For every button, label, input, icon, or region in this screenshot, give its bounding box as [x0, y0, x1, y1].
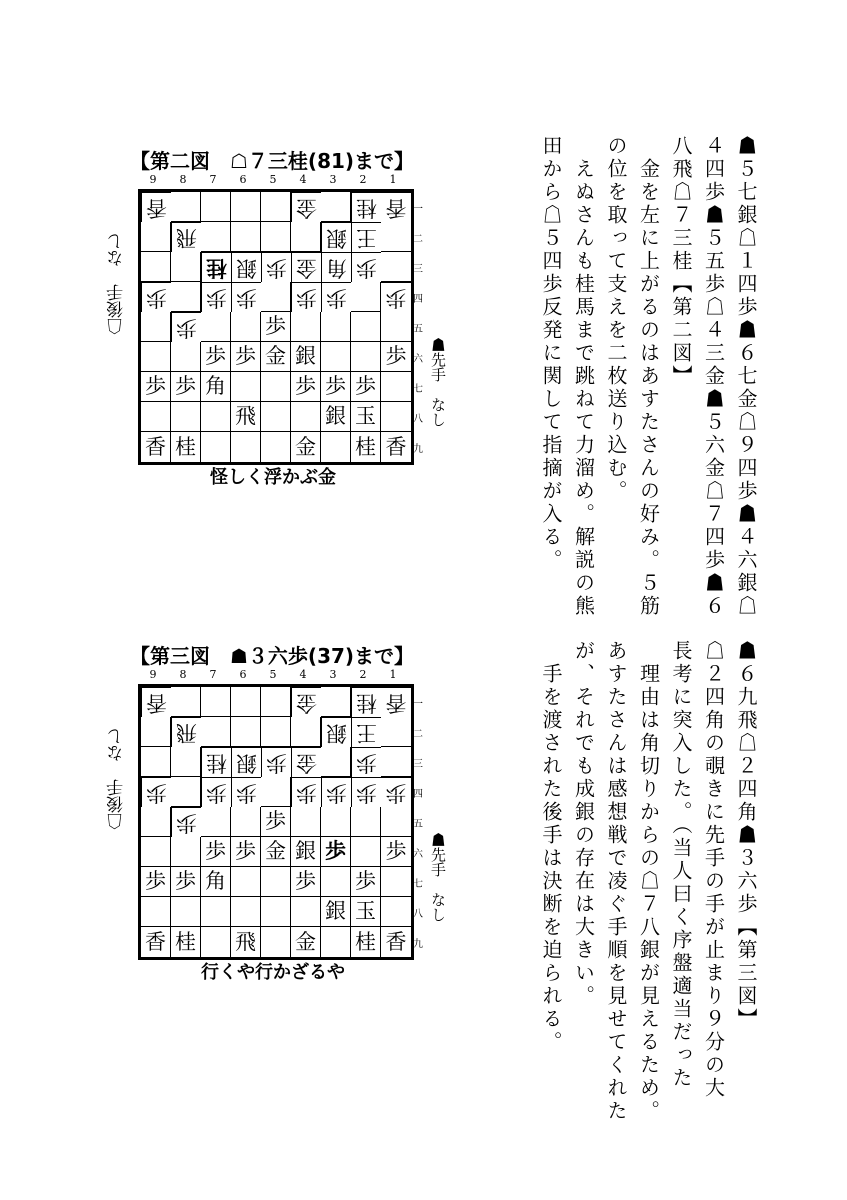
- board-square: [351, 312, 381, 342]
- board-square: [171, 192, 201, 222]
- shogi-piece: 歩: [266, 751, 287, 775]
- board-square: [261, 432, 291, 462]
- board-square: [171, 687, 201, 717]
- board-square: [171, 867, 201, 897]
- board-square: [321, 192, 351, 222]
- shogi-piece: 歩: [205, 344, 226, 368]
- rank-label: 八: [413, 413, 423, 425]
- rank-label: 六: [413, 848, 423, 860]
- upper-text: ☗５七銀☖１四歩☗６七金☖９四歩☗４六銀☖ ４四歩☗５五歩☖４三金☗５六金☖７四歩☗６ 八飛☖７三桂【第二図】 金を左に上がるのはあすたさんの好み。５筋 の位を取って支えを二枚送り込む。 えぬさんも桂馬まで跳ねて力溜め。解説の熊 田から☖５四歩反発に関して指摘が入る。: [539, 135, 758, 618]
- board-square: [381, 717, 411, 747]
- file-label: 8: [179, 668, 187, 681]
- board-square: [381, 777, 411, 807]
- board-square: [201, 372, 231, 402]
- board-square: [291, 687, 321, 717]
- shogi-piece: 歩: [235, 839, 256, 863]
- board-square: [171, 372, 201, 402]
- shogi-piece: 銀: [325, 899, 346, 923]
- board-square: [171, 897, 201, 927]
- board-square: [381, 807, 411, 837]
- shogi-piece: 歩: [326, 781, 347, 805]
- shogi-piece: 歩: [385, 839, 407, 863]
- board-square: [351, 777, 381, 807]
- shogi-piece: 王: [356, 226, 377, 250]
- diagram-caption: 行くや行かざるや: [201, 962, 345, 983]
- board-square: [321, 372, 351, 402]
- board-square: [291, 342, 321, 372]
- shogi-piece: 歩: [295, 869, 316, 893]
- board-square: [141, 837, 171, 867]
- diagram-title: 【第三図 ☗３六歩(37)まで】: [130, 644, 415, 668]
- file-label: 2: [359, 668, 367, 681]
- shogi-piece: 香: [385, 434, 407, 459]
- board-square: [381, 342, 411, 372]
- file-label: 8: [179, 173, 187, 186]
- board-square: [351, 402, 381, 432]
- shogi-piece: 歩: [265, 809, 286, 833]
- shogi-piece: 角: [205, 869, 226, 893]
- board-square: [201, 777, 231, 807]
- board-square: [291, 717, 321, 747]
- file-label: 7: [209, 668, 217, 681]
- board-square: [381, 312, 411, 342]
- shogi-piece: 歩: [175, 869, 196, 893]
- diagram-caption: 怪しく浮かぶ金: [210, 467, 336, 488]
- board-square: [261, 402, 291, 432]
- board-square: [201, 867, 231, 897]
- shogi-piece: 歩: [176, 316, 197, 340]
- rank-label: 三: [413, 263, 423, 275]
- shogi-piece: 歩: [206, 781, 227, 805]
- file-label: 5: [269, 173, 277, 186]
- board-square: [141, 252, 171, 282]
- board-square: [381, 837, 411, 867]
- board-square: [171, 777, 201, 807]
- shogi-piece: 桂: [356, 196, 377, 220]
- lower-text: ☗６九飛☖２四角☗３六歩【第三図】 ☖２四角の覗きに先手の手が止まり９分の大 長考に突入した。（当人曰く序盤適当だった 理由は角切りからの☖７八銀が見えるため。 あすたさんは感想戦で凌ぐ手順を見せてくれた が、それでも成銀の存在は大きい。 手を渡された後手は決断を迫られる。: [539, 640, 758, 1123]
- board-square: [201, 837, 231, 867]
- file-label: 3: [329, 173, 337, 186]
- board-square: [231, 432, 261, 462]
- board-square: [291, 747, 321, 777]
- board-square: [231, 282, 261, 312]
- shogi-piece: 桂: [356, 691, 377, 715]
- rank-label: 四: [413, 788, 423, 800]
- file-label: 4: [299, 668, 307, 681]
- rank-label: 四: [413, 293, 423, 305]
- board-square: [291, 867, 321, 897]
- shogi-piece: 金: [295, 929, 316, 954]
- board-square: [171, 402, 201, 432]
- board-square: [321, 282, 351, 312]
- board-square: [171, 432, 201, 462]
- board-square: [261, 282, 291, 312]
- board-square: [381, 927, 411, 957]
- board-square: [291, 372, 321, 402]
- shogi-piece: 飛: [176, 721, 197, 745]
- shogi-piece: 銀: [236, 256, 257, 280]
- shogi-piece: 歩: [325, 374, 346, 398]
- board-square: [261, 372, 291, 402]
- file-labels: [138, 668, 408, 682]
- file-label: 9: [149, 668, 157, 681]
- board-square: [201, 342, 231, 372]
- shogi-piece: 歩: [146, 286, 167, 310]
- shogi-piece: 歩: [326, 286, 347, 310]
- board-square: [351, 747, 381, 777]
- shogi-piece: 銀: [295, 344, 316, 368]
- shogi-piece: 角: [205, 374, 226, 398]
- board-square: [381, 687, 411, 717]
- gote-hand: ☖後手 なし: [107, 728, 127, 830]
- board-square: [231, 837, 261, 867]
- shogi-board: [138, 189, 414, 465]
- board-square: [351, 282, 381, 312]
- board-square: [141, 222, 171, 252]
- board-square: [321, 837, 351, 867]
- shogi-piece: 歩: [205, 839, 226, 863]
- file-label: 3: [329, 668, 337, 681]
- rank-label: 六: [413, 353, 423, 365]
- board-square: [291, 807, 321, 837]
- rank-label: 一: [413, 203, 423, 215]
- board-square: [261, 867, 291, 897]
- board-square: [381, 432, 411, 462]
- rank-label: 九: [413, 938, 423, 950]
- board-square: [381, 252, 411, 282]
- shogi-piece: 歩: [266, 256, 287, 280]
- board-square: [321, 252, 351, 282]
- board-square: [381, 222, 411, 252]
- sente-hand: ☗先手 なし: [429, 337, 447, 427]
- board-square: [321, 312, 351, 342]
- board-square: [291, 192, 321, 222]
- board-square: [351, 342, 381, 372]
- board-square: [291, 252, 321, 282]
- board-square: [291, 837, 321, 867]
- shogi-piece: 金: [296, 751, 317, 775]
- shogi-piece: 金: [265, 839, 286, 863]
- shogi-piece: 歩: [385, 344, 407, 368]
- board-square: [171, 927, 201, 957]
- shogi-piece: 歩: [356, 781, 377, 805]
- board-square: [231, 312, 261, 342]
- shogi-piece: 歩: [175, 374, 196, 398]
- board-square: [201, 432, 231, 462]
- shogi-piece: 桂: [355, 929, 376, 954]
- rank-label: 八: [413, 908, 423, 920]
- shogi-piece: 歩: [325, 839, 346, 863]
- board-square: [231, 897, 261, 927]
- board-square: [351, 222, 381, 252]
- board-square: [231, 717, 261, 747]
- board-square: [351, 927, 381, 957]
- shogi-piece: 銀: [236, 751, 257, 775]
- board-square: [231, 867, 261, 897]
- board-square: [171, 222, 201, 252]
- shogi-piece: 金: [296, 691, 317, 715]
- board-square: [261, 777, 291, 807]
- rank-label: 五: [413, 818, 423, 830]
- board-square: [321, 687, 351, 717]
- board-square: [201, 807, 231, 837]
- board-square: [351, 867, 381, 897]
- file-label: 1: [389, 668, 397, 681]
- shogi-piece: 歩: [145, 869, 166, 893]
- shogi-piece: 飛: [235, 929, 256, 954]
- board-square: [141, 282, 171, 312]
- board-square: [321, 777, 351, 807]
- board-square: [321, 927, 351, 957]
- shogi-piece: 歩: [296, 286, 317, 310]
- board-square: [381, 372, 411, 402]
- board-square: [351, 687, 381, 717]
- file-label: 2: [359, 173, 367, 186]
- board-square: [141, 927, 171, 957]
- board-square: [141, 192, 171, 222]
- board-square: [261, 192, 291, 222]
- shogi-piece: 玉: [355, 404, 376, 428]
- shogi-piece: 玉: [355, 899, 376, 923]
- shogi-piece: 歩: [236, 781, 257, 805]
- rank-labels: [411, 687, 425, 957]
- board-square: [321, 867, 351, 897]
- shogi-piece: 金: [265, 344, 286, 368]
- board-square: [351, 372, 381, 402]
- shogi-piece: 歩: [356, 256, 377, 280]
- file-label: 6: [239, 668, 247, 681]
- board-square: [381, 747, 411, 777]
- shogi-piece: 金: [295, 434, 316, 459]
- board-square: [261, 717, 291, 747]
- board-square: [351, 717, 381, 747]
- board-square: [231, 372, 261, 402]
- rank-label: 九: [413, 443, 423, 455]
- board-square: [201, 927, 231, 957]
- board-square: [201, 192, 231, 222]
- board-square: [321, 717, 351, 747]
- rank-label: 七: [413, 878, 423, 890]
- board-square: [291, 222, 321, 252]
- shogi-piece: 桂: [206, 751, 227, 775]
- board-square: [171, 342, 201, 372]
- board-square: [231, 222, 261, 252]
- board-square: [381, 897, 411, 927]
- shogi-piece: 香: [146, 691, 167, 715]
- rank-labels: [411, 192, 425, 462]
- shogi-piece: 歩: [385, 781, 407, 805]
- board-square: [141, 897, 171, 927]
- file-label: 5: [269, 668, 277, 681]
- board-square: [231, 807, 261, 837]
- shogi-piece: 香: [145, 929, 166, 954]
- board-square: [321, 432, 351, 462]
- board-square: [201, 897, 231, 927]
- board-square: [141, 687, 171, 717]
- board-square: [201, 687, 231, 717]
- board-square: [141, 312, 171, 342]
- shogi-piece: 銀: [325, 404, 346, 428]
- board-square: [381, 867, 411, 897]
- board-square: [171, 747, 201, 777]
- board-square: [261, 687, 291, 717]
- board-square: [321, 807, 351, 837]
- file-labels: [138, 173, 408, 187]
- board-square: [351, 252, 381, 282]
- board-square: [261, 807, 291, 837]
- board-square: [141, 342, 171, 372]
- sente-hand: ☗先手 なし: [429, 832, 447, 922]
- file-label: 6: [239, 173, 247, 186]
- board-square: [231, 687, 261, 717]
- board-square: [231, 927, 261, 957]
- board-square: [141, 777, 171, 807]
- shogi-piece: 角: [326, 256, 347, 280]
- shogi-piece: 香: [385, 691, 407, 715]
- shogi-piece: 香: [145, 434, 166, 459]
- board-square: [201, 252, 231, 282]
- shogi-piece: 王: [356, 721, 377, 745]
- board-square: [141, 372, 171, 402]
- board-square: [171, 252, 201, 282]
- board-square: [291, 282, 321, 312]
- file-label: 7: [209, 173, 217, 186]
- board-square: [291, 432, 321, 462]
- board-square: [321, 402, 351, 432]
- board-square: [201, 282, 231, 312]
- board-square: [381, 402, 411, 432]
- board-square: [291, 312, 321, 342]
- board-square: [231, 252, 261, 282]
- shogi-piece: 歩: [206, 286, 227, 310]
- board-square: [141, 717, 171, 747]
- shogi-piece: 歩: [145, 374, 166, 398]
- shogi-piece: 桂: [175, 929, 196, 954]
- board-square: [171, 312, 201, 342]
- board-square: [201, 222, 231, 252]
- shogi-piece: 飛: [176, 226, 197, 250]
- board-square: [231, 777, 261, 807]
- board-square: [201, 312, 231, 342]
- file-label: 1: [389, 173, 397, 186]
- board-square: [261, 837, 291, 867]
- board-square: [291, 927, 321, 957]
- board-square: [261, 312, 291, 342]
- shogi-piece: 歩: [265, 314, 286, 338]
- shogi-piece: 金: [296, 196, 317, 220]
- gote-hand: ☖後手 なし: [107, 233, 127, 335]
- board-square: [201, 402, 231, 432]
- rank-label: 三: [413, 758, 423, 770]
- board-square: [261, 897, 291, 927]
- board-square: [171, 282, 201, 312]
- rank-label: 一: [413, 698, 423, 710]
- board-square: [201, 747, 231, 777]
- board-square: [321, 342, 351, 372]
- shogi-piece: 香: [385, 196, 407, 220]
- board-square: [351, 807, 381, 837]
- board-square: [141, 747, 171, 777]
- shogi-piece: 金: [296, 256, 317, 280]
- board-square: [321, 222, 351, 252]
- board-square: [231, 747, 261, 777]
- board-square: [231, 192, 261, 222]
- board-square: [261, 222, 291, 252]
- board-square: [171, 837, 201, 867]
- shogi-piece: 銀: [295, 839, 316, 863]
- board-square: [381, 282, 411, 312]
- board-square: [201, 717, 231, 747]
- shogi-piece: 銀: [326, 721, 347, 745]
- rank-label: 二: [413, 233, 423, 245]
- board-square: [261, 927, 291, 957]
- board-square: [291, 402, 321, 432]
- board-square: [261, 252, 291, 282]
- board-square: [231, 342, 261, 372]
- shogi-piece: 桂: [206, 256, 227, 280]
- file-label: 4: [299, 173, 307, 186]
- shogi-piece: 歩: [146, 781, 167, 805]
- diagram-title: 【第二図 ☖７三桂(81)まで】: [130, 149, 415, 173]
- board-square: [171, 807, 201, 837]
- board-square: [141, 402, 171, 432]
- board-square: [291, 777, 321, 807]
- shogi-piece: 飛: [235, 404, 256, 428]
- shogi-piece: 歩: [176, 811, 197, 835]
- shogi-piece: 桂: [355, 434, 376, 459]
- board-square: [141, 867, 171, 897]
- rank-label: 七: [413, 383, 423, 395]
- board-square: [171, 717, 201, 747]
- shogi-piece: 歩: [296, 781, 317, 805]
- board-square: [291, 897, 321, 927]
- shogi-piece: 香: [385, 929, 407, 954]
- board-square: [141, 432, 171, 462]
- shogi-piece: 歩: [295, 374, 316, 398]
- rank-label: 二: [413, 728, 423, 740]
- shogi-piece: 歩: [355, 869, 376, 893]
- shogi-piece: 歩: [356, 751, 377, 775]
- board-square: [321, 747, 351, 777]
- shogi-piece: 銀: [326, 226, 347, 250]
- shogi-board: [138, 684, 414, 960]
- board-square: [321, 897, 351, 927]
- shogi-piece: 桂: [175, 434, 196, 459]
- board-square: [351, 432, 381, 462]
- board-square: [351, 897, 381, 927]
- board-square: [381, 192, 411, 222]
- board-square: [351, 837, 381, 867]
- shogi-piece: 歩: [385, 286, 407, 310]
- board-square: [141, 807, 171, 837]
- shogi-piece: 歩: [235, 344, 256, 368]
- shogi-piece: 歩: [355, 374, 376, 398]
- board-square: [231, 402, 261, 432]
- board-square: [261, 342, 291, 372]
- board-square: [351, 192, 381, 222]
- shogi-piece: 香: [146, 196, 167, 220]
- shogi-piece: 歩: [236, 286, 257, 310]
- file-label: 9: [149, 173, 157, 186]
- board-square: [261, 747, 291, 777]
- rank-label: 五: [413, 323, 423, 335]
